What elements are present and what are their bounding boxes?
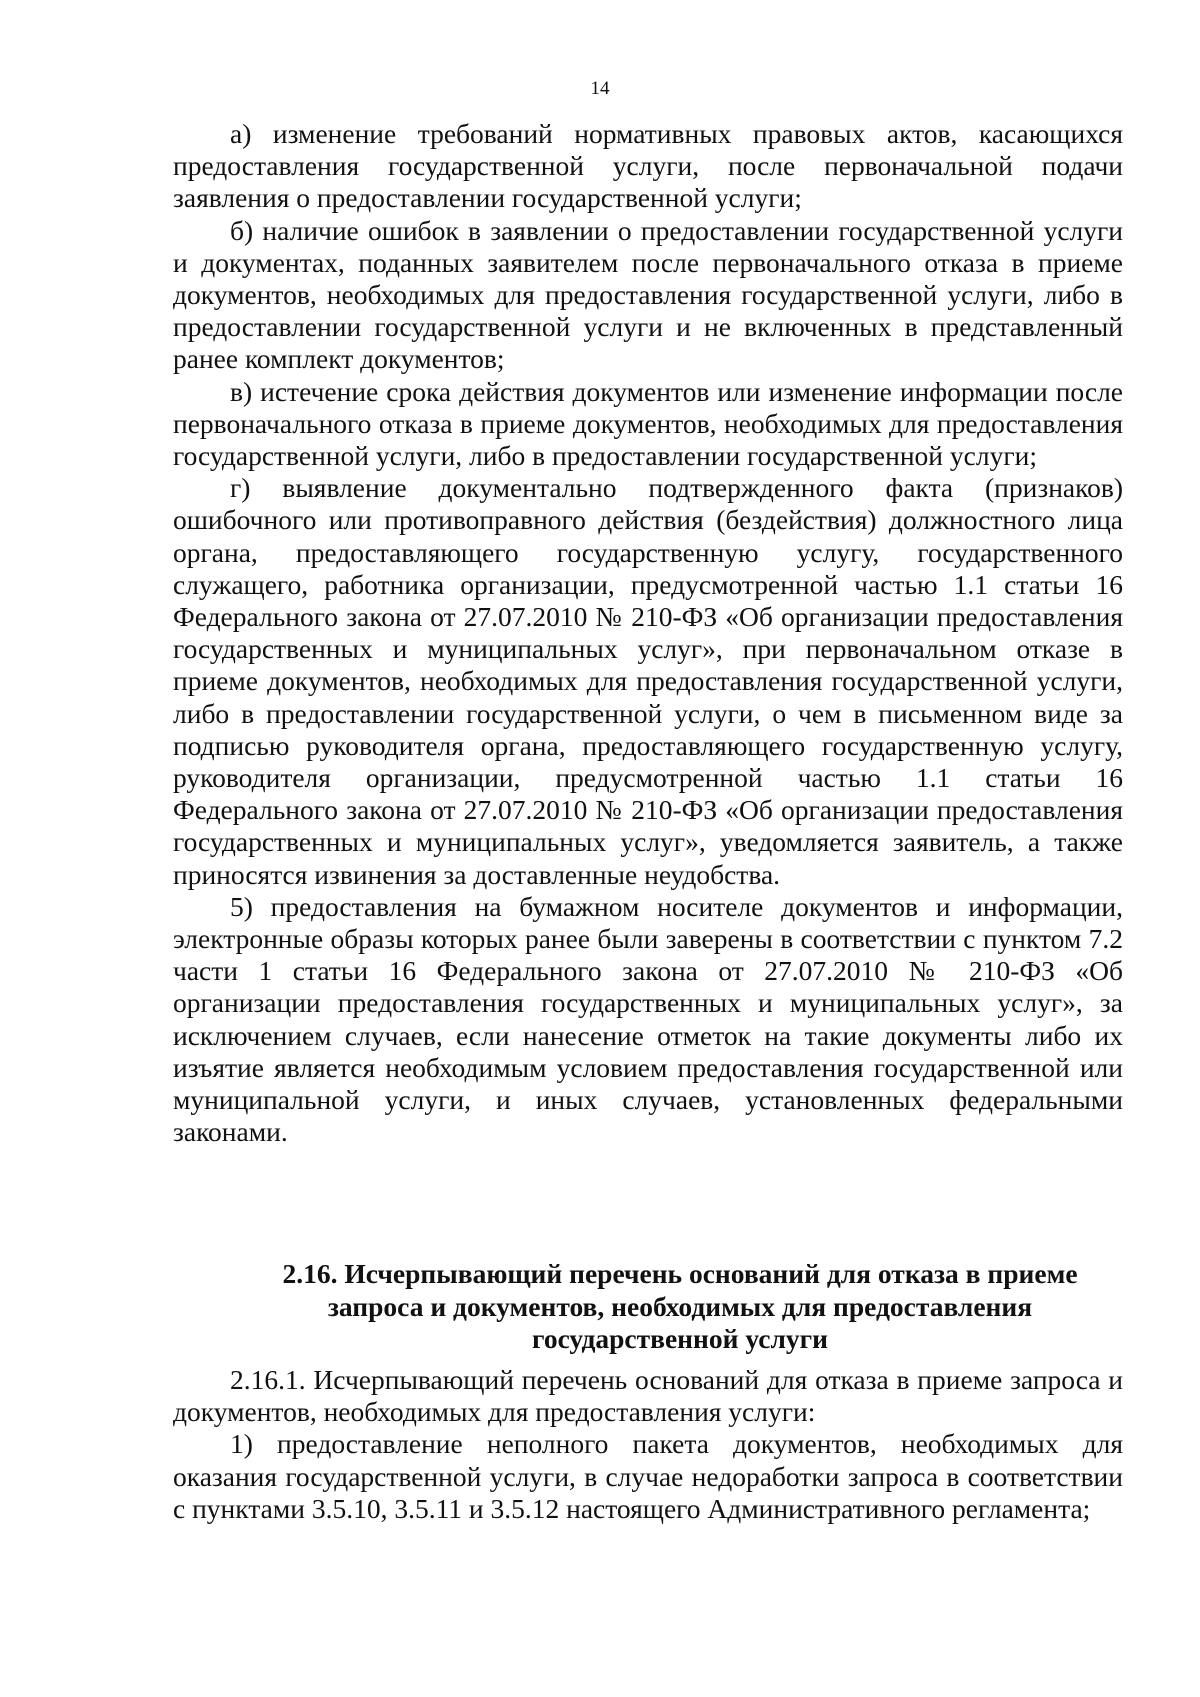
section-heading-line: государственной услуги bbox=[532, 1323, 828, 1354]
section-heading-line: 2.16. Исчерпывающий перечень оснований для отказа в приеме bbox=[282, 1258, 1078, 1289]
section-heading bbox=[240, 1258, 1120, 1356]
section-body bbox=[173, 1364, 1123, 1525]
paragraph-b: б) наличие ошибок в заявлении о предоставлении государственной услуги и документах, поданных заявителем после первоначального отказа в приеме документов, необходимых для предоставления государственной услуги, либо в предоставлении государственной услуги и не включенных в представленный ранее комплект документов; bbox=[173, 214, 1123, 375]
paragraph-a: а) изменение требований нормативных правовых актов, касающихся предоставления государственной услуги, после первоначальной подачи заявления о предоставлении государственной услуги; bbox=[173, 118, 1123, 214]
paragraph-g: г) выявление документально подтвержденного факта (признаков) ошибочного или противоправного действия (бездействия) должностного лица органа, предоставляющего государственную услугу, государственного служащего, работника организации, предусмотренной частью 1.1 статьи 16 Федерального закона от 27.07.2010 № 210-ФЗ «Об организации предоставления государственных и муниципальных услуг», при первоначальном отказе в приеме документов, необходимых для предоставления государственной услуги, либо в предоставлении государственной услуги, о чем в письменном виде за подписью руководителя органа, предоставляющего государственную услугу, руководителя организации, предусмотренной частью 1.1 статьи 16 Федерального закона от 27.07.2010 № 210-ФЗ «Об организации предоставления государственных и муниципальных услуг», уведомляется заявитель, а также приносятся извинения за доставленные неудобства. bbox=[173, 472, 1123, 890]
page-number: 14 bbox=[590, 78, 610, 99]
paragraph-2-16-1: 2.16.1. Исчерпывающий перечень оснований для отказа в приеме запроса и документов, необходимых для предоставления услуги: bbox=[173, 1364, 1123, 1428]
document-body bbox=[173, 118, 1123, 1149]
section-heading-line: запроса и документов, необходимых для предоставления bbox=[327, 1290, 1033, 1322]
paragraph-item-1: 1) предоставление неполного пакета документов, необходимых для оказания государственной услуги, в случае недоработки запроса в соответствии с пунктами 3.5.10, 3.5.11 и 3.5.12 настоящего Административного регламента; bbox=[173, 1428, 1123, 1524]
paragraph-v: в) истечение срока действия документов или изменение информации после первоначального отказа в приеме документов, необходимых для предоставления государственной услуги, либо в предоставлении государственной услуги; bbox=[173, 375, 1123, 472]
paragraph-5: 5) предоставления на бумажном носителе документов и информации, электронные образы которых ранее были заверены в соответствии с пунктом 7.2 части 1 статьи 16 Федерального закона от 27.07.2010 № 210-ФЗ «Об организации предоставления государственных и муниципальных услуг», за исключением случаев, если нанесение отметок на такие документы либо их изъятие является необходимым условием предоставления государственной или муниципальной услуги, и иных случаев, установленных федеральными законами. bbox=[173, 890, 1123, 1148]
